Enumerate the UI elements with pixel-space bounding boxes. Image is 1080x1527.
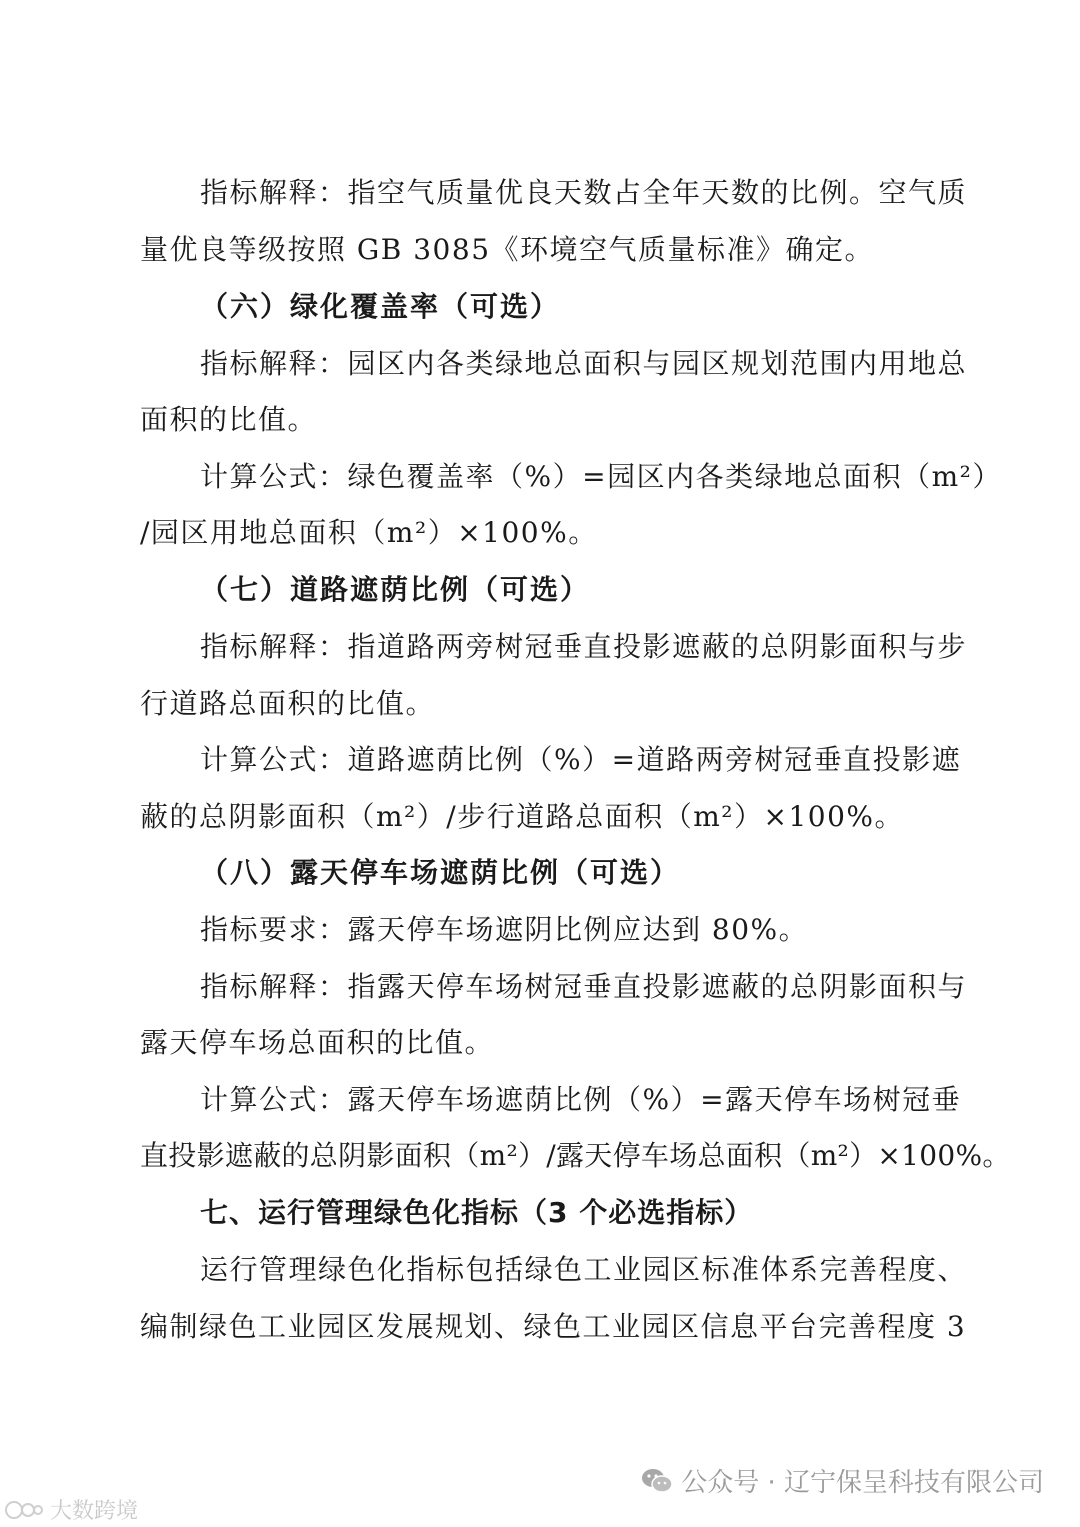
corner-logo-text: 大数跨境 xyxy=(50,1499,139,1524)
brand-logo-icon xyxy=(4,1498,44,1522)
para-road-shade-formula-line1: 计算公式：道路遮荫比例（%）=道路两旁树冠垂直投影遮 xyxy=(200,743,962,776)
para-parking-explain-line1: 指标解释：指露天停车场树冠垂直投影遮蔽的总阴影面积与 xyxy=(200,970,968,1003)
para-air-quality-line1: 指标解释：指空气质量优良天数占全年天数的比例。空气质 xyxy=(200,176,968,209)
wechat-icon xyxy=(641,1467,673,1495)
para-air-quality-line2: 量优良等级按照 GB 3085《环境空气质量标准》确定。 xyxy=(140,233,875,266)
chapter-heading-7: 七、运行管理绿色化指标（3 个必选指标） xyxy=(200,1196,754,1229)
watermark xyxy=(641,1462,1044,1499)
para-parking-explain-line2: 露天停车场总面积的比值。 xyxy=(140,1026,495,1059)
para-green-cover-formula-line2: /园区用地总面积（m²）×100%。 xyxy=(140,516,598,549)
para-ops-mgmt-line1: 运行管理绿色化指标包括绿色工业园区标准体系完善程度、 xyxy=(200,1253,968,1286)
section-heading-8: （八）露天停车场遮荫比例（可选） xyxy=(200,856,681,889)
watermark-text: 公众号 · 辽宁保呈科技有限公司 xyxy=(681,1468,1044,1498)
para-road-shade-explain-line2: 行道路总面积的比值。 xyxy=(140,687,436,720)
para-parking-formula-line1: 计算公式：露天停车场遮荫比例（%）=露天停车场树冠垂 xyxy=(200,1083,962,1116)
section-heading-6: （六）绿化覆盖率（可选） xyxy=(200,290,561,323)
para-parking-requirement: 指标要求：露天停车场遮阴比例应达到 80%。 xyxy=(200,913,809,946)
para-parking-formula-line2: 直投影遮蔽的总阴影面积（m²）/露天停车场总面积（m²）×100%。 xyxy=(140,1139,1011,1172)
para-green-cover-formula-line1: 计算公式：绿色覆盖率（%）=园区内各类绿地总面积（m²） xyxy=(200,460,1002,493)
para-road-shade-formula-line2: 蔽的总阴影面积（m²）/步行道路总面积（m²）×100%。 xyxy=(140,800,904,833)
section-heading-7: （七）道路遮荫比例（可选） xyxy=(200,573,591,606)
para-green-cover-explain-line2: 面积的比值。 xyxy=(140,403,318,436)
para-ops-mgmt-line2: 编制绿色工业园区发展规划、绿色工业园区信息平台完善程度 3 xyxy=(140,1310,967,1343)
corner-logo xyxy=(4,1494,138,1525)
para-road-shade-explain-line1: 指标解释：指道路两旁树冠垂直投影遮蔽的总阴影面积与步 xyxy=(200,630,968,663)
para-green-cover-explain-line1: 指标解释：园区内各类绿地总面积与园区规划范围内用地总 xyxy=(200,347,968,380)
